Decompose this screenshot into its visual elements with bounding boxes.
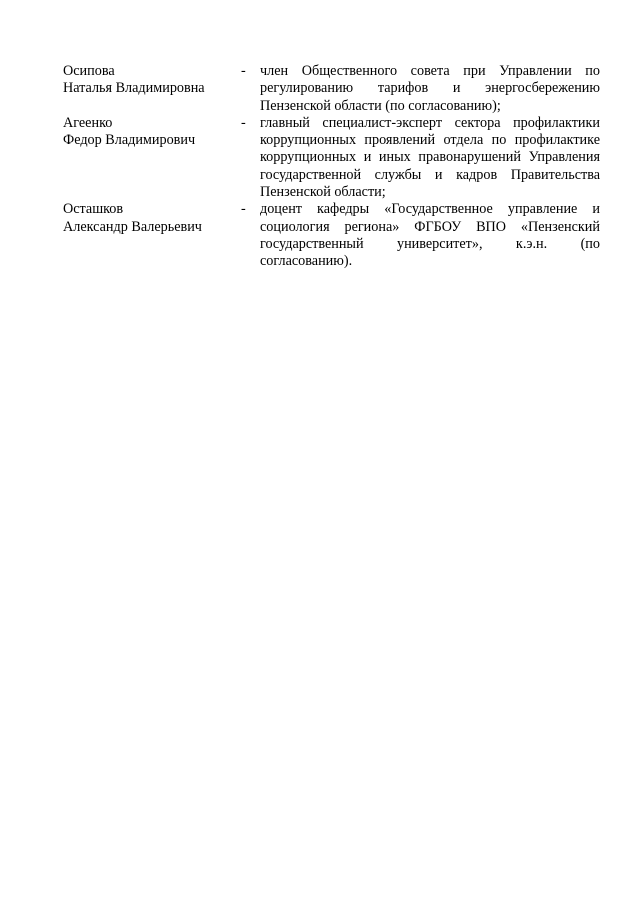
member-name	[63, 115, 241, 150]
member-entry	[63, 115, 599, 201]
member-position: член Общественного совета при Управлении по регулированию тарифов и энергосбережению Пензенской области (по согласованию);	[260, 63, 600, 114]
member-separator: -	[241, 63, 246, 79]
member-entry	[63, 201, 599, 270]
member-list	[63, 63, 599, 271]
member-position: доцент кафедры «Государственное управление и социология региона» ФГБОУ ВПО «Пензенский государственный университет», к.э.н. (по согласованию).	[260, 201, 600, 270]
member-given-names: Александр Валерьевич	[63, 218, 202, 235]
member-entry	[63, 63, 599, 115]
member-separator: -	[241, 201, 246, 218]
member-surname: Осипова	[63, 63, 115, 79]
member-given-names: Федор Владимирович	[63, 132, 196, 149]
member-position: главный специалист-эксперт сектора профилактики коррупционных проявлений отдела по профилактике коррупционных и иных правонарушений Управления государственной службы и кадров Правительства Пензенской области;	[260, 114, 600, 201]
member-separator: -	[241, 114, 246, 131]
member-name	[63, 63, 241, 98]
member-surname: Агеенко	[63, 114, 113, 131]
member-given-names: Наталья Владимировна	[63, 80, 205, 97]
member-name	[63, 201, 241, 236]
member-surname: Осташков	[63, 201, 124, 218]
